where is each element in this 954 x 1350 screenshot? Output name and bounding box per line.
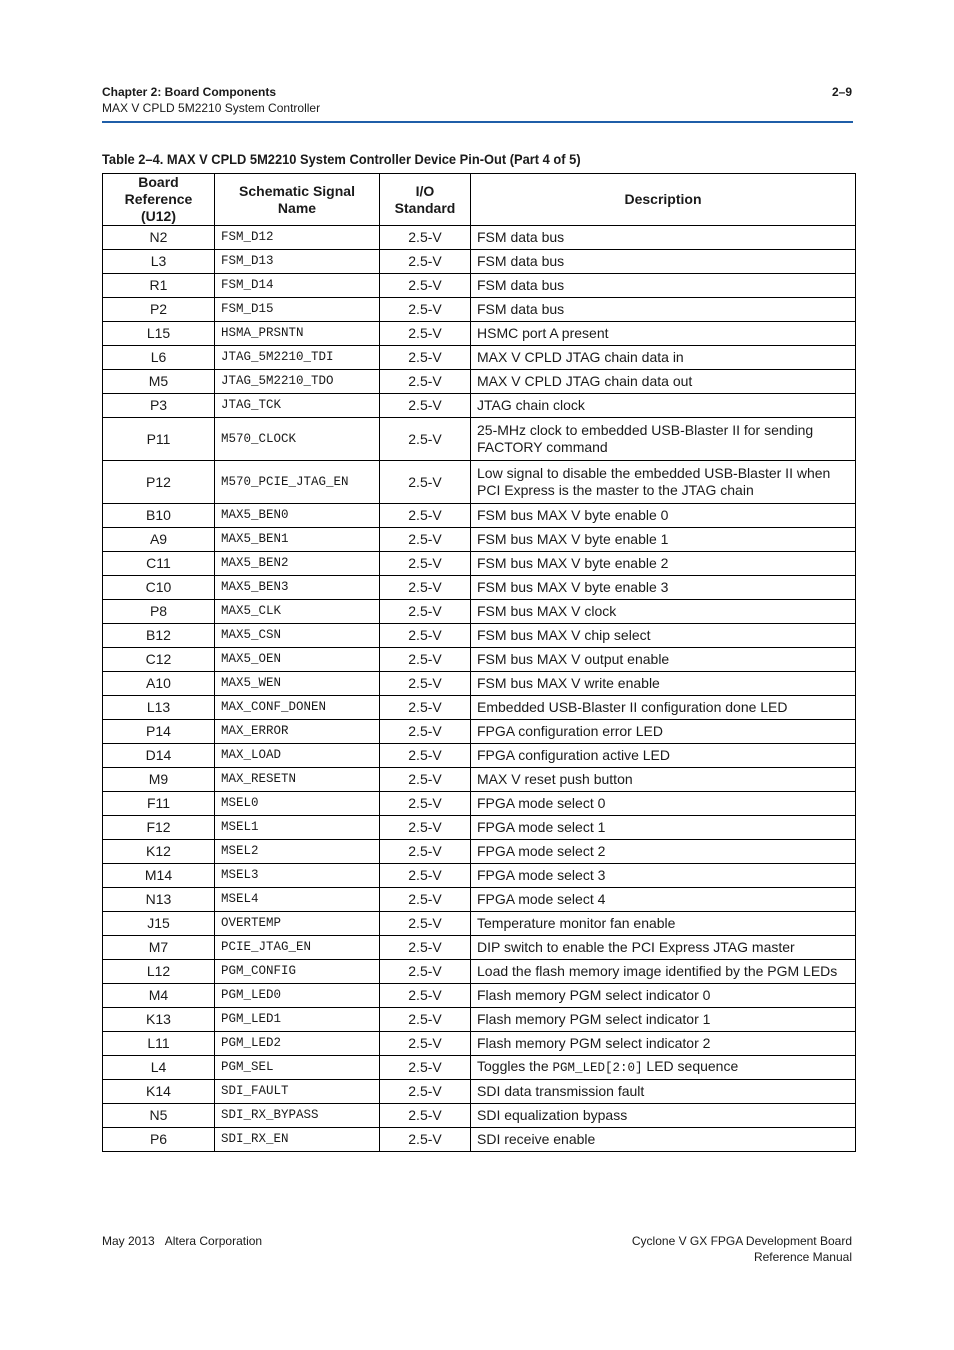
cell-description: Load the flash memory image identified by the PGM LEDs bbox=[471, 960, 856, 984]
footer-doc-subtitle: Reference Manual bbox=[753, 1250, 852, 1264]
cell-board-reference: P6 bbox=[103, 1128, 215, 1152]
cell-description: FPGA mode select 1 bbox=[471, 816, 856, 840]
cell-description: HSMC port A present bbox=[471, 322, 856, 346]
cell-description: Low signal to disable the embedded USB-Blaster II when PCI Express is the master to the JTAG chain bbox=[471, 461, 856, 504]
cell-board-reference: N13 bbox=[103, 888, 215, 912]
cell-board-reference: P8 bbox=[103, 600, 215, 624]
cell-description: Toggles the PGM_LED[2:0] LED sequence bbox=[471, 1056, 856, 1080]
cell-description: FPGA mode select 0 bbox=[471, 792, 856, 816]
cell-description: FSM data bus bbox=[471, 250, 856, 274]
cell-io-standard: 2.5-V bbox=[380, 792, 471, 816]
cell-io-standard: 2.5-V bbox=[380, 461, 471, 504]
cell-description: MAX V reset push button bbox=[471, 768, 856, 792]
header-io-standard: I/O Standard bbox=[380, 174, 471, 226]
cell-io-standard: 2.5-V bbox=[380, 984, 471, 1008]
cell-io-standard: 2.5-V bbox=[380, 624, 471, 648]
cell-description: SDI receive enable bbox=[471, 1128, 856, 1152]
cell-io-standard: 2.5-V bbox=[380, 744, 471, 768]
cell-signal-name: FSM_D12 bbox=[215, 226, 380, 250]
cell-signal-name: MAX_LOAD bbox=[215, 744, 380, 768]
cell-board-reference: F12 bbox=[103, 816, 215, 840]
table-row bbox=[103, 792, 856, 816]
cell-signal-name: PCIE_JTAG_EN bbox=[215, 936, 380, 960]
table-row bbox=[103, 936, 856, 960]
table-row bbox=[103, 1104, 856, 1128]
page-number: 2–9 bbox=[831, 85, 852, 99]
table-row bbox=[103, 888, 856, 912]
pinout-table bbox=[102, 173, 856, 1152]
cell-io-standard: 2.5-V bbox=[380, 864, 471, 888]
cell-description: JTAG chain clock bbox=[471, 394, 856, 418]
cell-description: FSM bus MAX V write enable bbox=[471, 672, 856, 696]
cell-signal-name: MSEL2 bbox=[215, 840, 380, 864]
cell-io-standard: 2.5-V bbox=[380, 1080, 471, 1104]
cell-board-reference: N5 bbox=[103, 1104, 215, 1128]
cell-board-reference: B12 bbox=[103, 624, 215, 648]
cell-board-reference: M7 bbox=[103, 936, 215, 960]
cell-io-standard: 2.5-V bbox=[380, 370, 471, 394]
section-title: MAX V CPLD 5M2210 System Controller bbox=[102, 101, 321, 115]
table-body bbox=[103, 226, 856, 1152]
cell-description: FPGA mode select 3 bbox=[471, 864, 856, 888]
header-board-reference: Board Reference (U12) bbox=[103, 174, 215, 226]
cell-description: FPGA configuration error LED bbox=[471, 720, 856, 744]
cell-description: SDI data transmission fault bbox=[471, 1080, 856, 1104]
table-caption: Table 2–4. MAX V CPLD 5M2210 System Controller Device Pin-Out (Part 4 of 5) bbox=[102, 151, 581, 167]
table-row bbox=[103, 1008, 856, 1032]
table-row bbox=[103, 864, 856, 888]
cell-board-reference: M5 bbox=[103, 370, 215, 394]
cell-board-reference: R1 bbox=[103, 274, 215, 298]
cell-io-standard: 2.5-V bbox=[380, 394, 471, 418]
cell-io-standard: 2.5-V bbox=[380, 1128, 471, 1152]
cell-board-reference: P12 bbox=[103, 461, 215, 504]
cell-io-standard: 2.5-V bbox=[380, 768, 471, 792]
cell-description: MAX V CPLD JTAG chain data out bbox=[471, 370, 856, 394]
cell-signal-name: MSEL1 bbox=[215, 816, 380, 840]
table-row bbox=[103, 552, 856, 576]
cell-io-standard: 2.5-V bbox=[380, 298, 471, 322]
cell-description: FSM bus MAX V byte enable 3 bbox=[471, 576, 856, 600]
page-header-left bbox=[102, 84, 320, 116]
cell-io-standard: 2.5-V bbox=[380, 1056, 471, 1080]
cell-board-reference: L3 bbox=[103, 250, 215, 274]
cell-board-reference: J15 bbox=[103, 912, 215, 936]
cell-board-reference: K13 bbox=[103, 1008, 215, 1032]
table-row bbox=[103, 226, 856, 250]
cell-board-reference: L11 bbox=[103, 1032, 215, 1056]
cell-description: FSM bus MAX V byte enable 0 bbox=[471, 504, 856, 528]
cell-board-reference: L13 bbox=[103, 696, 215, 720]
table-row bbox=[103, 346, 856, 370]
table-row bbox=[103, 418, 856, 461]
cell-board-reference: P2 bbox=[103, 298, 215, 322]
inline-code: PGM_LED[2:0] bbox=[552, 1061, 643, 1075]
cell-board-reference: M14 bbox=[103, 864, 215, 888]
cell-board-reference: B10 bbox=[103, 504, 215, 528]
cell-signal-name: PGM_LED2 bbox=[215, 1032, 380, 1056]
cell-signal-name: PGM_SEL bbox=[215, 1056, 380, 1080]
cell-signal-name: FSM_D15 bbox=[215, 298, 380, 322]
cell-io-standard: 2.5-V bbox=[380, 576, 471, 600]
cell-description: FSM bus MAX V chip select bbox=[471, 624, 856, 648]
cell-io-standard: 2.5-V bbox=[380, 1104, 471, 1128]
header-divider bbox=[102, 121, 853, 123]
table-row bbox=[103, 600, 856, 624]
table-row bbox=[103, 624, 856, 648]
cell-description: FSM bus MAX V byte enable 1 bbox=[471, 528, 856, 552]
cell-signal-name: JTAG_5M2210_TDI bbox=[215, 346, 380, 370]
cell-signal-name: JTAG_TCK bbox=[215, 394, 380, 418]
cell-signal-name: MAX5_BEN3 bbox=[215, 576, 380, 600]
cell-board-reference: A10 bbox=[103, 672, 215, 696]
cell-signal-name: MSEL0 bbox=[215, 792, 380, 816]
cell-signal-name: MAX5_BEN2 bbox=[215, 552, 380, 576]
cell-description: FSM bus MAX V clock bbox=[471, 600, 856, 624]
cell-io-standard: 2.5-V bbox=[380, 274, 471, 298]
cell-description: FPGA configuration active LED bbox=[471, 744, 856, 768]
footer-date: May 2013 bbox=[102, 1234, 155, 1248]
cell-board-reference: P14 bbox=[103, 720, 215, 744]
cell-signal-name: MAX5_BEN0 bbox=[215, 504, 380, 528]
cell-signal-name: MAX5_BEN1 bbox=[215, 528, 380, 552]
cell-board-reference: F11 bbox=[103, 792, 215, 816]
cell-signal-name: PGM_CONFIG bbox=[215, 960, 380, 984]
table-row bbox=[103, 394, 856, 418]
cell-board-reference: C10 bbox=[103, 576, 215, 600]
cell-board-reference: L6 bbox=[103, 346, 215, 370]
table-row bbox=[103, 840, 856, 864]
cell-signal-name: MAX5_OEN bbox=[215, 648, 380, 672]
cell-signal-name: PGM_LED0 bbox=[215, 984, 380, 1008]
cell-board-reference: L4 bbox=[103, 1056, 215, 1080]
table-row bbox=[103, 370, 856, 394]
cell-io-standard: 2.5-V bbox=[380, 250, 471, 274]
cell-io-standard: 2.5-V bbox=[380, 1008, 471, 1032]
table-row bbox=[103, 250, 856, 274]
cell-signal-name: MAX_ERROR bbox=[215, 720, 380, 744]
cell-io-standard: 2.5-V bbox=[380, 720, 471, 744]
cell-signal-name: M570_CLOCK bbox=[215, 418, 380, 461]
cell-io-standard: 2.5-V bbox=[380, 960, 471, 984]
cell-board-reference: M9 bbox=[103, 768, 215, 792]
cell-signal-name: MSEL4 bbox=[215, 888, 380, 912]
cell-description: FSM bus MAX V byte enable 2 bbox=[471, 552, 856, 576]
cell-io-standard: 2.5-V bbox=[380, 418, 471, 461]
cell-description: FPGA mode select 2 bbox=[471, 840, 856, 864]
table-row bbox=[103, 744, 856, 768]
table-header-row bbox=[103, 174, 856, 226]
cell-io-standard: 2.5-V bbox=[380, 528, 471, 552]
cell-description: Flash memory PGM select indicator 0 bbox=[471, 984, 856, 1008]
page-footer-right bbox=[632, 1233, 852, 1265]
table-row bbox=[103, 960, 856, 984]
cell-io-standard: 2.5-V bbox=[380, 696, 471, 720]
cell-signal-name: MSEL3 bbox=[215, 864, 380, 888]
cell-board-reference: D14 bbox=[103, 744, 215, 768]
cell-signal-name: SDI_FAULT bbox=[215, 1080, 380, 1104]
cell-description: SDI equalization bypass bbox=[471, 1104, 856, 1128]
table-row bbox=[103, 274, 856, 298]
table-row bbox=[103, 1032, 856, 1056]
table-row bbox=[103, 1080, 856, 1104]
table-row bbox=[103, 720, 856, 744]
cell-io-standard: 2.5-V bbox=[380, 672, 471, 696]
table-row bbox=[103, 696, 856, 720]
cell-signal-name: MAX5_WEN bbox=[215, 672, 380, 696]
cell-io-standard: 2.5-V bbox=[380, 226, 471, 250]
chapter-title: Chapter 2: Board Components bbox=[102, 85, 277, 99]
cell-io-standard: 2.5-V bbox=[380, 936, 471, 960]
cell-io-standard: 2.5-V bbox=[380, 504, 471, 528]
cell-description: FSM bus MAX V output enable bbox=[471, 648, 856, 672]
table-row bbox=[103, 912, 856, 936]
cell-signal-name: SDI_RX_EN bbox=[215, 1128, 380, 1152]
cell-description: FPGA mode select 4 bbox=[471, 888, 856, 912]
cell-io-standard: 2.5-V bbox=[380, 912, 471, 936]
table-row bbox=[103, 528, 856, 552]
cell-board-reference: K12 bbox=[103, 840, 215, 864]
cell-description: FSM data bus bbox=[471, 274, 856, 298]
table-row bbox=[103, 984, 856, 1008]
cell-description: MAX V CPLD JTAG chain data in bbox=[471, 346, 856, 370]
cell-signal-name: FSM_D13 bbox=[215, 250, 380, 274]
cell-description: Embedded USB-Blaster II configuration done LED bbox=[471, 696, 856, 720]
cell-board-reference: K14 bbox=[103, 1080, 215, 1104]
cell-description: 25-MHz clock to embedded USB-Blaster II for sending FACTORY command bbox=[471, 418, 856, 461]
cell-signal-name: OVERTEMP bbox=[215, 912, 380, 936]
table-row bbox=[103, 504, 856, 528]
cell-io-standard: 2.5-V bbox=[380, 816, 471, 840]
table-row bbox=[103, 461, 856, 504]
table-row bbox=[103, 298, 856, 322]
cell-description: DIP switch to enable the PCI Express JTAG master bbox=[471, 936, 856, 960]
cell-signal-name: SDI_RX_BYPASS bbox=[215, 1104, 380, 1128]
table-row bbox=[103, 768, 856, 792]
footer-company: Altera Corporation bbox=[164, 1234, 263, 1248]
table-row bbox=[103, 816, 856, 840]
cell-io-standard: 2.5-V bbox=[380, 840, 471, 864]
table-row bbox=[103, 322, 856, 346]
cell-io-standard: 2.5-V bbox=[380, 322, 471, 346]
cell-description: FSM data bus bbox=[471, 226, 856, 250]
header-signal-name: Schematic Signal Name bbox=[215, 174, 380, 226]
cell-signal-name: MAX5_CSN bbox=[215, 624, 380, 648]
cell-io-standard: 2.5-V bbox=[380, 888, 471, 912]
header-description: Description bbox=[471, 174, 856, 226]
table-row bbox=[103, 672, 856, 696]
cell-board-reference: C12 bbox=[103, 648, 215, 672]
cell-board-reference: C11 bbox=[103, 552, 215, 576]
cell-description: FSM data bus bbox=[471, 298, 856, 322]
cell-board-reference: A9 bbox=[103, 528, 215, 552]
footer-doc-title: Cyclone V GX FPGA Development Board bbox=[631, 1234, 852, 1248]
cell-board-reference: L12 bbox=[103, 960, 215, 984]
page-footer-left bbox=[102, 1233, 262, 1249]
cell-board-reference: P11 bbox=[103, 418, 215, 461]
cell-io-standard: 2.5-V bbox=[380, 648, 471, 672]
cell-signal-name: MAX_RESETN bbox=[215, 768, 380, 792]
table-row bbox=[103, 576, 856, 600]
cell-io-standard: 2.5-V bbox=[380, 1032, 471, 1056]
cell-description: Flash memory PGM select indicator 2 bbox=[471, 1032, 856, 1056]
cell-board-reference: P3 bbox=[103, 394, 215, 418]
cell-signal-name: FSM_D14 bbox=[215, 274, 380, 298]
cell-description: Flash memory PGM select indicator 1 bbox=[471, 1008, 856, 1032]
cell-io-standard: 2.5-V bbox=[380, 600, 471, 624]
cell-signal-name: MAX_CONF_DONEN bbox=[215, 696, 380, 720]
cell-signal-name: MAX5_CLK bbox=[215, 600, 380, 624]
cell-signal-name: PGM_LED1 bbox=[215, 1008, 380, 1032]
table-row bbox=[103, 1056, 856, 1080]
cell-io-standard: 2.5-V bbox=[380, 346, 471, 370]
cell-signal-name: M570_PCIE_JTAG_EN bbox=[215, 461, 380, 504]
cell-signal-name: HSMA_PRSNTN bbox=[215, 322, 380, 346]
cell-board-reference: M4 bbox=[103, 984, 215, 1008]
cell-io-standard: 2.5-V bbox=[380, 552, 471, 576]
cell-board-reference: L15 bbox=[103, 322, 215, 346]
cell-board-reference: N2 bbox=[103, 226, 215, 250]
cell-description: Temperature monitor fan enable bbox=[471, 912, 856, 936]
cell-signal-name: JTAG_5M2210_TDO bbox=[215, 370, 380, 394]
table-row bbox=[103, 648, 856, 672]
table-row bbox=[103, 1128, 856, 1152]
